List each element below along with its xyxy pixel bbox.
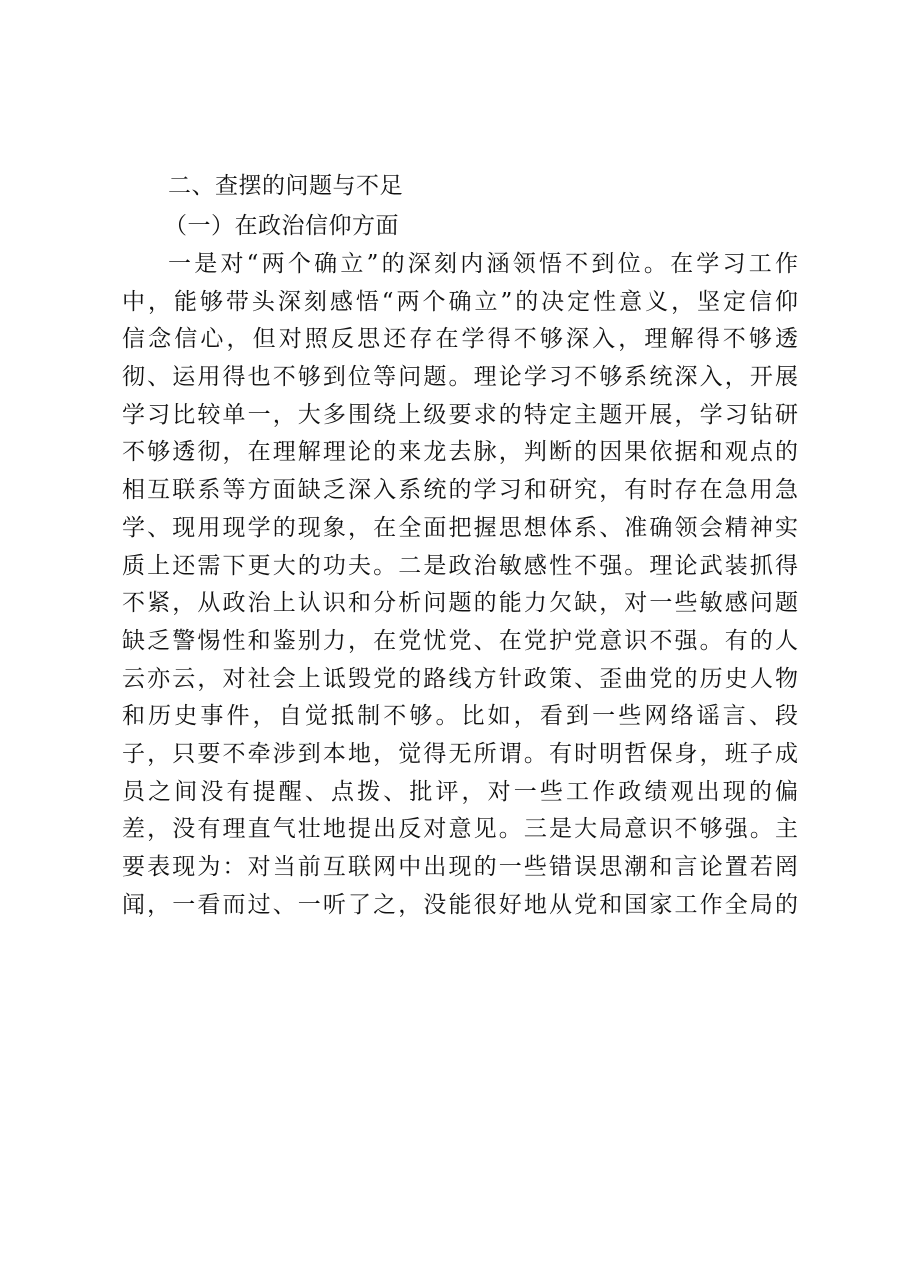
paragraph-line: 相互联系等方面缺乏深入系统的学习和研究，有时存在急用急 xyxy=(122,477,798,504)
paragraph-line: 云亦云，对社会上诋毁党的路线方针政策、歪曲党的历史人物 xyxy=(122,665,798,692)
paragraph-line: 缺乏警惕性和鉴别力，在党忧党、在党护党意识不强。有的人 xyxy=(122,627,798,654)
paragraph-line: 子，只要不牵涉到本地，觉得无所谓。有时明哲保身，班子成 xyxy=(122,740,798,767)
paragraph-line: 彻、运用得也不够到位等问题。理论学习不够系统深入，开展 xyxy=(122,364,798,391)
paragraph-line: 学习比较单一，大多围绕上级要求的特定主题开展，学习钻研 xyxy=(122,401,798,428)
paragraph-line: 和历史事件，自觉抵制不够。比如，看到一些网络谣言、段 xyxy=(122,703,798,730)
paragraph-line: 不够透彻，在理解理论的来龙去脉，判断的因果依据和观点的 xyxy=(122,439,798,466)
paragraph-line: 学、现用现学的现象，在全面把握思想体系、准确领会精神实 xyxy=(122,514,798,541)
document-body xyxy=(122,166,798,924)
subsection-heading: （一）在政治信仰方面 xyxy=(164,213,399,239)
paragraph-line: 差，没有理直气壮地提出反对意见。三是大局意识不够强。主 xyxy=(122,816,798,843)
paragraph-line: 信念信心，但对照反思还存在学得不够深入，理解得不够透 xyxy=(122,326,798,353)
paragraph-line: 中，能够带头深刻感悟“两个确立”的决定性意义，坚定信仰 xyxy=(122,288,798,315)
paragraph-line: 不紧，从政治上认识和分析问题的能力欠缺，对一些敏感问题 xyxy=(122,590,798,617)
paragraph-line: 要表现为：对当前互联网中出现的一些错误思潮和言论置若罔 xyxy=(122,854,798,880)
paragraph xyxy=(122,246,798,924)
paragraph-line: 一是对“两个确立”的深刻内涵领悟不到位。在学习工作 xyxy=(168,251,798,277)
paragraph-line: 闻，一看而过、一听了之，没能很好地从党和国家工作全局的 xyxy=(122,891,798,918)
paragraph-line: 员之间没有提醒、点拨、批评，对一些工作政绩观出现的偏 xyxy=(122,778,798,805)
paragraph-line: 质上还需下更大的功夫。二是政治敏感性不强。理论武装抓得 xyxy=(122,552,798,579)
section-heading: 二、查摆的问题与不足 xyxy=(168,173,403,199)
